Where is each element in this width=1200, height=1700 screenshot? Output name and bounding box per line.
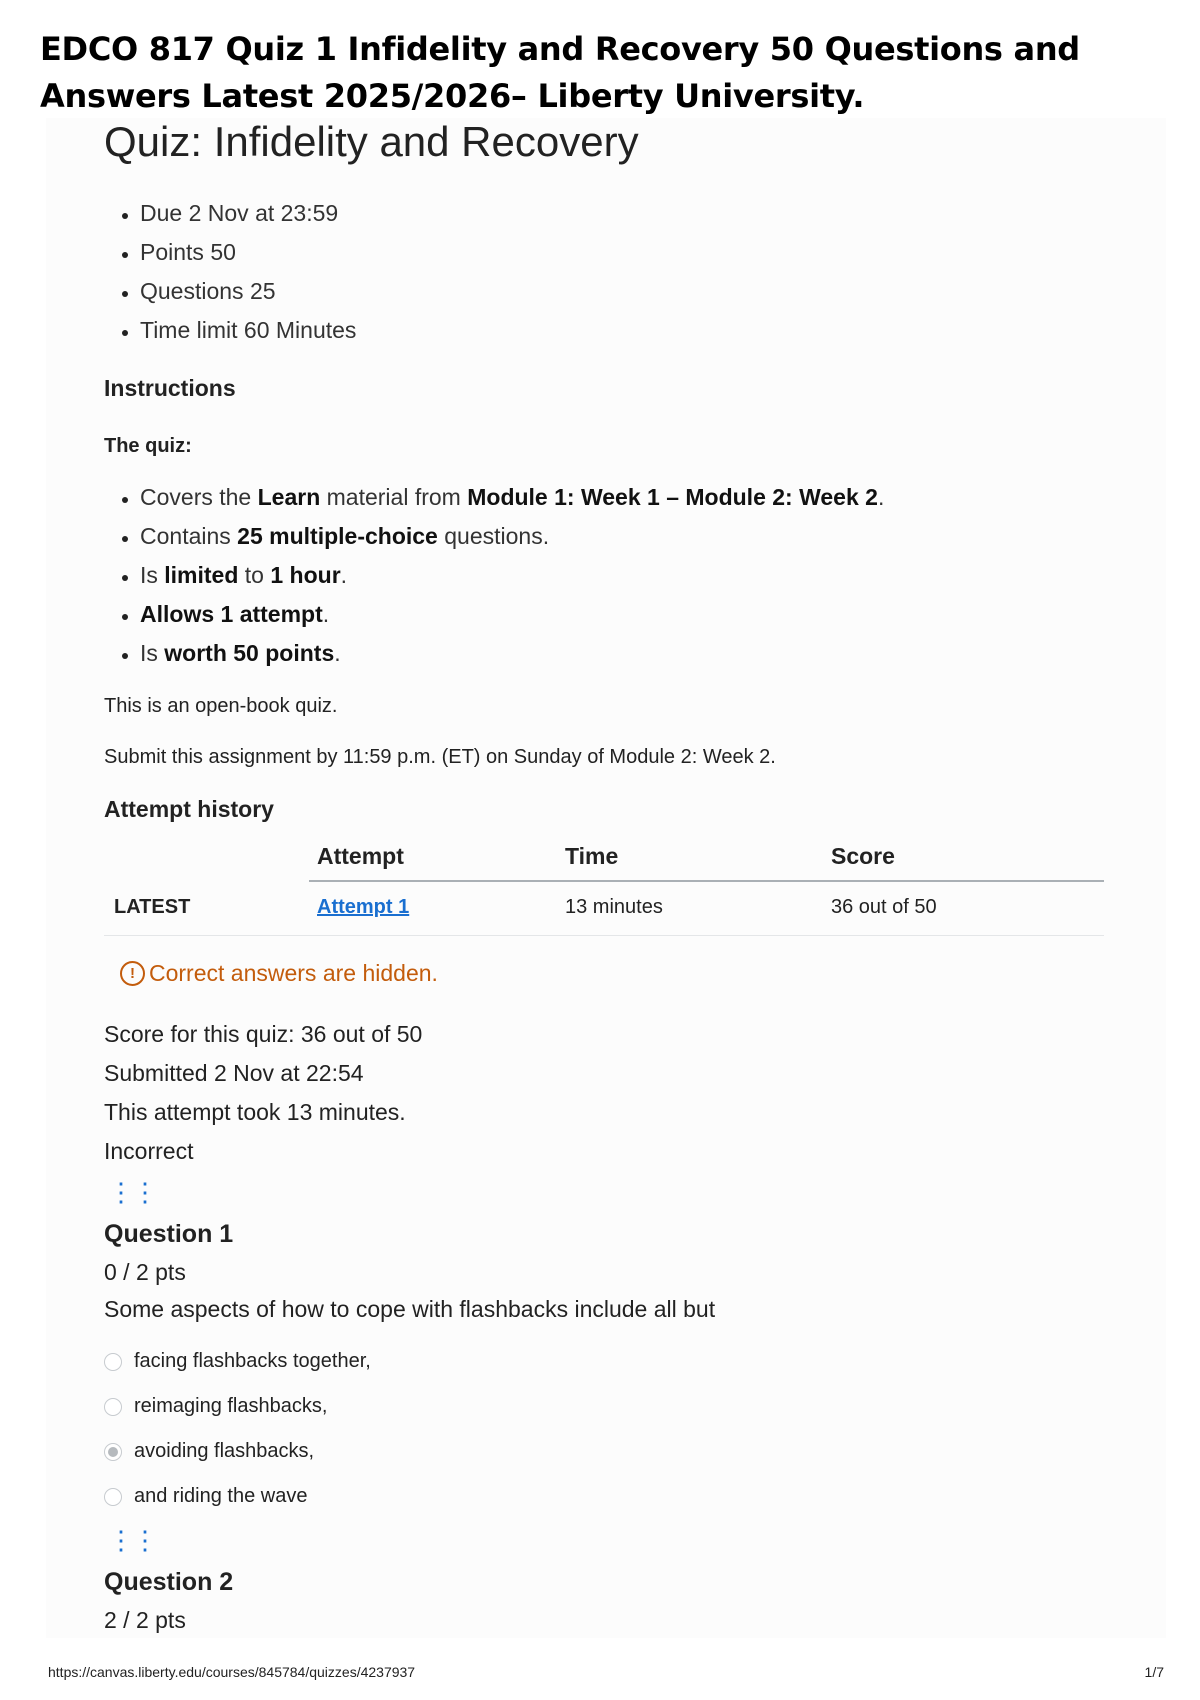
header-time: Time bbox=[557, 835, 823, 881]
question-1-title: Question 1 bbox=[104, 1220, 234, 1248]
meta-time-limit: • Time limit 60 Minutes bbox=[140, 311, 1104, 350]
rule-limited: • Is limited to 1 hour. bbox=[140, 556, 1104, 595]
radio-button[interactable] bbox=[104, 1353, 122, 1371]
page-number: 1/7 bbox=[1144, 1664, 1164, 1680]
latest-label: LATEST bbox=[104, 881, 309, 936]
quiz-rules-list bbox=[104, 478, 1104, 673]
quiz-page bbox=[46, 118, 1166, 1638]
score-summary: Score for this quiz: 36 out of 50 bbox=[104, 1021, 423, 1047]
header-score: Score bbox=[823, 835, 1104, 881]
drag-handle-icon[interactable]: ⋮⋮ bbox=[108, 1525, 156, 1555]
meta-due: • Due 2 Nov at 23:59 bbox=[140, 194, 1104, 233]
radio-button[interactable] bbox=[104, 1488, 122, 1506]
attempt-duration: This attempt took 13 minutes. bbox=[104, 1099, 406, 1125]
attempt-cell bbox=[309, 881, 557, 936]
footer-url: https://canvas.liberty.edu/courses/845784/quizzes/4237937 bbox=[48, 1664, 416, 1680]
document-header: EDCO 817 Quiz 1 Infidelity and Recovery 50 Questions and Answers Latest 2025/2026– Liberty University. bbox=[40, 30, 1080, 115]
header-blank bbox=[104, 835, 309, 881]
radio-button-selected[interactable] bbox=[104, 1443, 122, 1461]
table-row bbox=[104, 881, 1104, 936]
time-cell: 13 minutes bbox=[557, 881, 823, 936]
open-book-note: This is an open-book quiz. bbox=[104, 695, 338, 717]
score-cell: 36 out of 50 bbox=[823, 881, 1104, 936]
instructions-heading: Instructions bbox=[104, 375, 236, 401]
attempt-table-header bbox=[104, 835, 1104, 881]
quiz-content bbox=[104, 118, 1104, 1634]
question-2-points: 2 / 2 pts bbox=[104, 1607, 186, 1633]
quiz-summary bbox=[104, 1015, 1104, 1171]
rule-covers: • Covers the Learn material from Module 1: Week 1 – Module 2: Week 2. bbox=[140, 478, 1104, 517]
radio-button[interactable] bbox=[104, 1398, 122, 1416]
meta-points: • Points 50 bbox=[140, 233, 1104, 272]
choice-option[interactable]: and riding the wave bbox=[104, 1474, 1104, 1519]
attempt-history-heading: Attempt history bbox=[104, 796, 274, 822]
choice-option[interactable]: facing flashbacks together, bbox=[104, 1339, 1104, 1384]
attempt-1-link[interactable]: Attempt 1 bbox=[317, 896, 410, 918]
result-status: Incorrect bbox=[104, 1138, 194, 1164]
attempt-history-table bbox=[104, 835, 1104, 936]
question-1-text: Some aspects of how to cope with flashbacks include all but bbox=[104, 1296, 716, 1322]
question-1-choices bbox=[104, 1339, 1104, 1519]
choice-option[interactable]: avoiding flashbacks, bbox=[104, 1429, 1104, 1474]
answers-hidden-text: Correct answers are hidden. bbox=[149, 960, 438, 986]
quiz-title: Quiz: Infidelity and Recovery bbox=[104, 118, 639, 165]
answers-hidden-notice bbox=[120, 960, 1104, 987]
question-1-points: 0 / 2 pts bbox=[104, 1259, 186, 1285]
meta-questions: • Questions 25 bbox=[140, 272, 1104, 311]
warning-circle-icon: ! bbox=[120, 961, 145, 986]
submit-note: Submit this assignment by 11:59 p.m. (ET) on Sunday of Module 2: Week 2. bbox=[104, 746, 776, 768]
quiz-label: The quiz: bbox=[104, 435, 192, 457]
header-attempt: Attempt bbox=[309, 835, 557, 881]
choice-option[interactable]: reimaging flashbacks, bbox=[104, 1384, 1104, 1429]
question-2-title: Question 2 bbox=[104, 1568, 234, 1596]
quiz-meta-list bbox=[104, 194, 1104, 350]
drag-handle-icon[interactable]: ⋮⋮ bbox=[108, 1177, 156, 1207]
submitted-time: Submitted 2 Nov at 22:54 bbox=[104, 1060, 364, 1086]
rule-worth: • Is worth 50 points. bbox=[140, 634, 1104, 673]
rule-attempts: • Allows 1 attempt. bbox=[140, 595, 1104, 634]
rule-contains: • Contains 25 multiple-choice questions. bbox=[140, 517, 1104, 556]
